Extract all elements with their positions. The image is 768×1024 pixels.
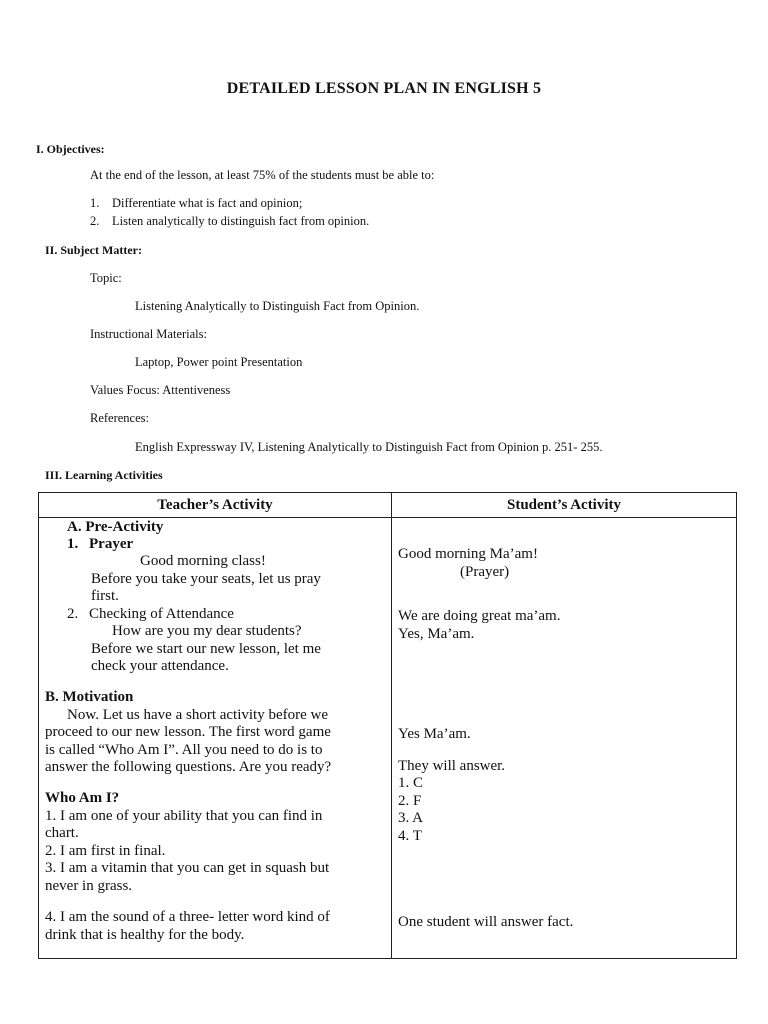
- question-line: 1. I am one of your ability that you can find in: [45, 808, 323, 824]
- question-line: never in grass.: [45, 878, 133, 894]
- references-label: References:: [90, 411, 149, 425]
- objective-item: 2. Listen analytically to distinguish fact from opinion.: [90, 214, 370, 228]
- greeting-text: Good morning class!: [140, 553, 266, 569]
- attendance-heading: 2. Checking of Attendance: [67, 606, 234, 622]
- subject-matter-heading: II. Subject Matter:: [45, 243, 142, 257]
- objectives-intro: At the end of the lesson, at least 75% of the students must be able to:: [90, 168, 435, 182]
- motivation-line: proceed to our new lesson. The first word game: [45, 724, 331, 740]
- student-greeting: Good morning Ma’am!: [398, 546, 538, 562]
- answer-item: 3. A: [398, 810, 424, 826]
- question-line: 4. I am the sound of a three- letter word kind of: [45, 909, 330, 925]
- question-line: drink that is healthy for the body.: [45, 927, 245, 943]
- prayer-line: Before you take your seats, let us pray: [91, 571, 321, 587]
- references-text: English Expressway IV, Listening Analytically to Distinguish Fact from Opinion p. 251- 255.: [135, 440, 603, 454]
- student-response: They will answer.: [398, 758, 506, 774]
- prayer-line: first.: [91, 588, 119, 604]
- table-row: [39, 518, 737, 959]
- pre-activity-heading: A. Pre-Activity: [67, 519, 164, 535]
- motivation-line: answer the following questions. Are you ready?: [45, 759, 332, 775]
- motivation-line: is called “Who Am I”. All you need to do is to: [45, 742, 323, 758]
- student-activity-cell: [392, 518, 737, 959]
- teacher-activity-header: Teacher’s Activity: [39, 493, 392, 518]
- topic-text: Listening Analytically to Distinguish Fact from Opinion.: [135, 299, 420, 313]
- learning-activities-heading: III. Learning Activities: [45, 468, 163, 482]
- topic-label: Topic:: [90, 271, 122, 285]
- question-line: 3. I am a vitamin that you can get in squash but: [45, 860, 330, 876]
- teacher-activity-cell: [39, 518, 392, 959]
- activities-table: [38, 492, 737, 959]
- who-am-i-heading: Who Am I?: [45, 790, 120, 806]
- document-title: DETAILED LESSON PLAN IN ENGLISH 5: [226, 80, 542, 97]
- answer-item: 1. C: [398, 775, 424, 791]
- attendance-line: check your attendance.: [91, 658, 229, 674]
- student-response: Yes Ma’am.: [398, 726, 471, 742]
- question-line: 2. I am first in final.: [45, 843, 166, 859]
- how-are-text: How are you my dear students?: [112, 623, 302, 639]
- prayer-heading: 1. Prayer: [67, 536, 134, 552]
- table-header-row: [39, 493, 737, 518]
- answer-item: 4. T: [398, 828, 422, 844]
- motivation-heading: B. Motivation: [45, 689, 134, 705]
- objectives-heading: I. Objectives:: [36, 142, 105, 156]
- student-activity-header: Student’s Activity: [392, 493, 737, 518]
- materials-label: Instructional Materials:: [90, 327, 207, 341]
- motivation-line: Now. Let us have a short activity before we: [67, 707, 329, 723]
- attendance-line: Before we start our new lesson, let me: [91, 641, 321, 657]
- student-response: Yes, Ma’am.: [398, 626, 475, 642]
- student-response: We are doing great ma’am.: [398, 608, 561, 624]
- objective-item: 1. Differentiate what is fact and opinion;: [90, 196, 303, 210]
- values-focus: Values Focus: Attentiveness: [90, 383, 231, 397]
- materials-text: Laptop, Power point Presentation: [135, 355, 303, 369]
- student-prayer: (Prayer): [460, 564, 510, 580]
- question-line: chart.: [45, 825, 79, 841]
- student-response: One student will answer fact.: [398, 914, 574, 930]
- answer-item: 2. F: [398, 793, 422, 809]
